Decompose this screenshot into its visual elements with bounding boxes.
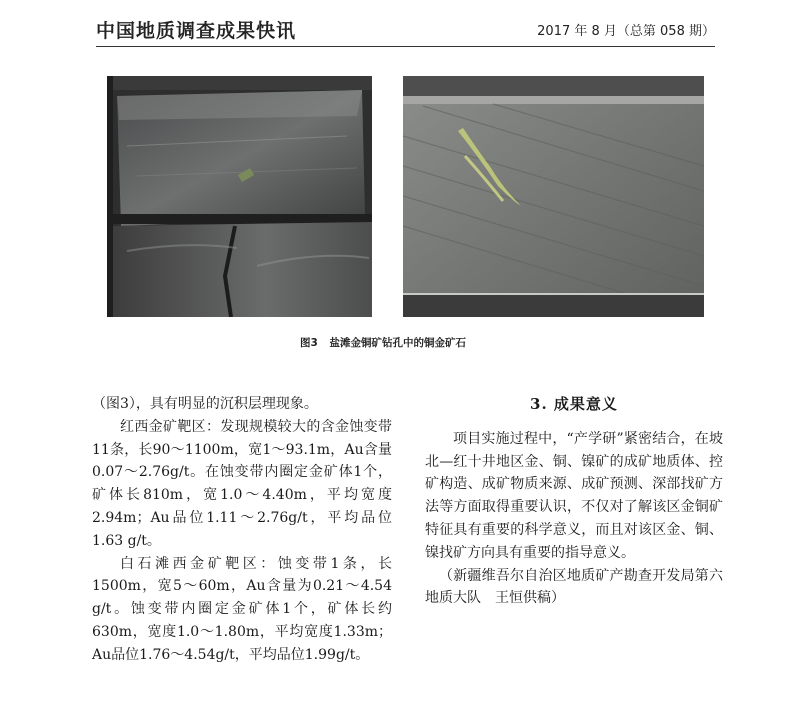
paragraph-significance: 项目实施过程中，“产学研”紧密结合，在坡北—红十井地区金、铜、镍矿的成矿地质体、控矿构造、成矿物质来源、成矿预测、深部找矿方法等方面取得重要认识，不仅对了解该区金铜矿特征具有重要的科学意义，而且对该区金、铜、镍找矿方向具有重要的指导意义。 bbox=[425, 430, 723, 561]
left-column bbox=[92, 393, 392, 667]
paragraph-baishitan-target: 白石滩西金矿靶区：蚀变带1条，长1500m，宽5～60m，Au含量为0.21～4.54 g/t。蚀变带内圈定金矿体1个，矿体长约630m，宽度1.0～1.80m，平均宽度1.33m；Au品位1.76～4.54g/t，平均品位1.99g/t。 bbox=[92, 555, 392, 663]
figure-number: 图3 bbox=[300, 337, 318, 349]
core-sample-photo-left bbox=[107, 76, 372, 317]
figure-caption bbox=[300, 335, 510, 350]
page-header bbox=[96, 14, 715, 47]
journal-title: 中国地质调查成果快讯 bbox=[96, 20, 297, 42]
issue-info: 2017 年 8 月（总第 058 期） bbox=[537, 24, 715, 39]
author-credit: （新疆维吾尔自治区地质矿产勘查开发局第六地质大队 王恒供稿） bbox=[425, 567, 723, 607]
figure-caption-text: 盐滩金铜矿钻孔中的铜金矿石 bbox=[329, 337, 466, 349]
paragraph-hongxi-target: 红西金矿靶区：发现规模较大的含金蚀变带11条，长90～1100m，宽1～93.1m，Au含量0.07～2.76g/t。在蚀变带内圈定金矿体1个，矿体长810m，宽1.0～4.40m，平均宽度2.94m；Au品位1.11～2.76g/t，平均品位1.63 g/t。 bbox=[92, 418, 392, 549]
core-sample-photo-right bbox=[403, 76, 704, 317]
paragraph: （图3），具有明显的沉积层理现象。 bbox=[92, 396, 318, 412]
section-title: 3. 成果意义 bbox=[530, 395, 618, 413]
right-column bbox=[425, 393, 723, 610]
